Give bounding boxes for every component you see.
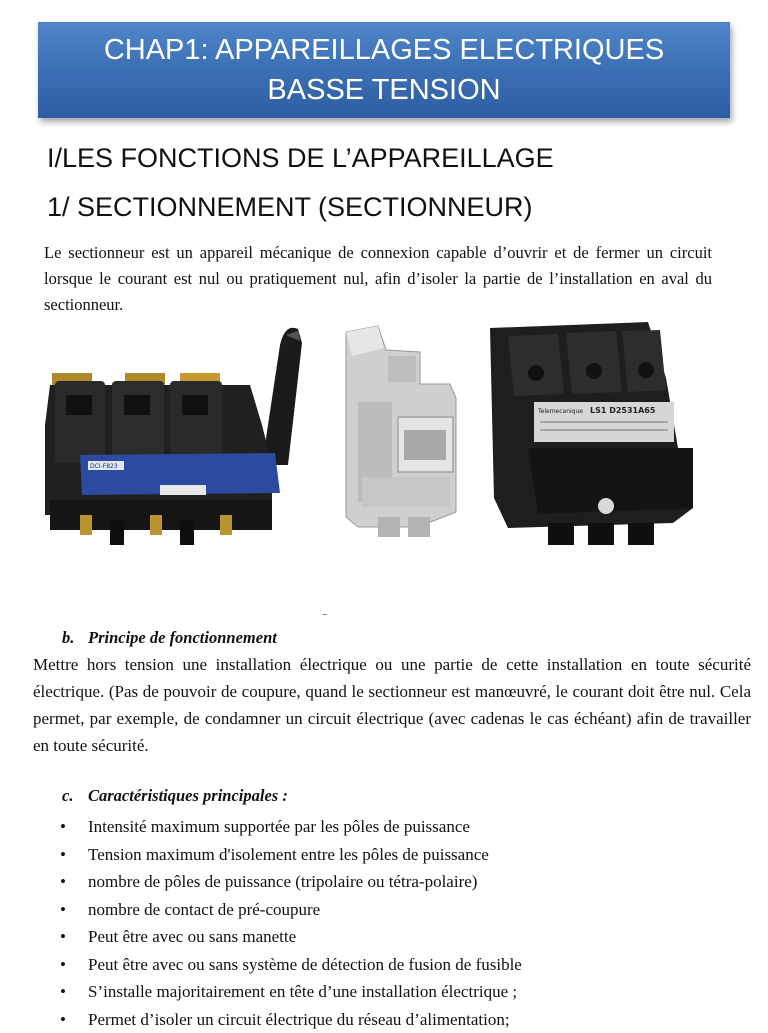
section-c-number: c. (62, 786, 88, 806)
list-item: • Peut être avec ou sans système de détection de fusion de fusible (60, 951, 522, 979)
title-line-1: CHAP1: APPAREILLAGES ELECTRIQUES (104, 30, 664, 70)
bullet-icon: • (60, 1006, 88, 1033)
list-item: • Peut être avec ou sans manette (60, 923, 522, 951)
list-item: • S’installe majoritairement en tête d’une installation électrique ; (60, 978, 522, 1006)
bullet-icon: • (60, 951, 88, 979)
section-c-title: Caractéristiques principales : (88, 786, 288, 805)
characteristics-list (60, 813, 522, 1033)
section-heading: I/LES FONCTIONS DE L’APPAREILLAGE (47, 143, 554, 174)
bullet-icon: • (60, 923, 88, 951)
list-item: • Permet d’isoler un circuit électrique du réseau d’alimentation; (60, 1006, 522, 1033)
right-photo-label: LS1 D2531A65 (590, 406, 656, 415)
stray-mark (323, 614, 327, 615)
list-item: • Intensité maximum supportée par les pôles de puissance (60, 813, 522, 841)
section-c-heading (62, 786, 288, 806)
list-item: • nombre de pôles de puissance (tripolaire ou tétra-polaire) (60, 868, 522, 896)
list-item: • nombre de contact de pré-coupure (60, 896, 522, 924)
modular-fuse-holder-photo (338, 322, 462, 544)
bullet-icon: • (60, 813, 88, 841)
right-photo-brand: Telemecanique (537, 408, 583, 415)
title-line-2: BASSE TENSION (267, 70, 500, 110)
section-b-paragraph: Mettre hors tension une installation électrique ou une partie de cette installation en toute sécurité électrique. (Pas de pouvoir de coupure, quand le sectionneur est manœuvré, le courant doit être nul. Cela permet, par exemple, de condamner un circuit électrique (avec cadenas le cas échéant) afin de travailler en toute sécurité. (33, 651, 751, 759)
bullet-icon: • (60, 896, 88, 924)
bullet-icon: • (60, 841, 88, 869)
subsection-heading: 1/ SECTIONNEMENT (SECTIONNEUR) (47, 192, 533, 223)
switch-disconnector-photo (40, 315, 305, 555)
section-b-number: b. (62, 628, 88, 648)
left-photo-label: DCI-F823 (90, 463, 118, 470)
bullet-icon: • (60, 978, 88, 1006)
fuse-disconnector-photo (488, 318, 698, 552)
list-item: • Tension maximum d'isolement entre les pôles de puissance (60, 841, 522, 869)
bullet-icon: • (60, 868, 88, 896)
section-b-heading (62, 628, 277, 648)
section-b-title: Principe de fonctionnement (88, 628, 277, 647)
intro-paragraph: Le sectionneur est un appareil mécanique de connexion capable d’ouvrir et de fermer un circuit lorsque le courant est nul ou pratiquement nul, afin d’isoler la partie de l’installation en aval du sectionneur. (44, 240, 712, 318)
title-banner (38, 22, 730, 118)
